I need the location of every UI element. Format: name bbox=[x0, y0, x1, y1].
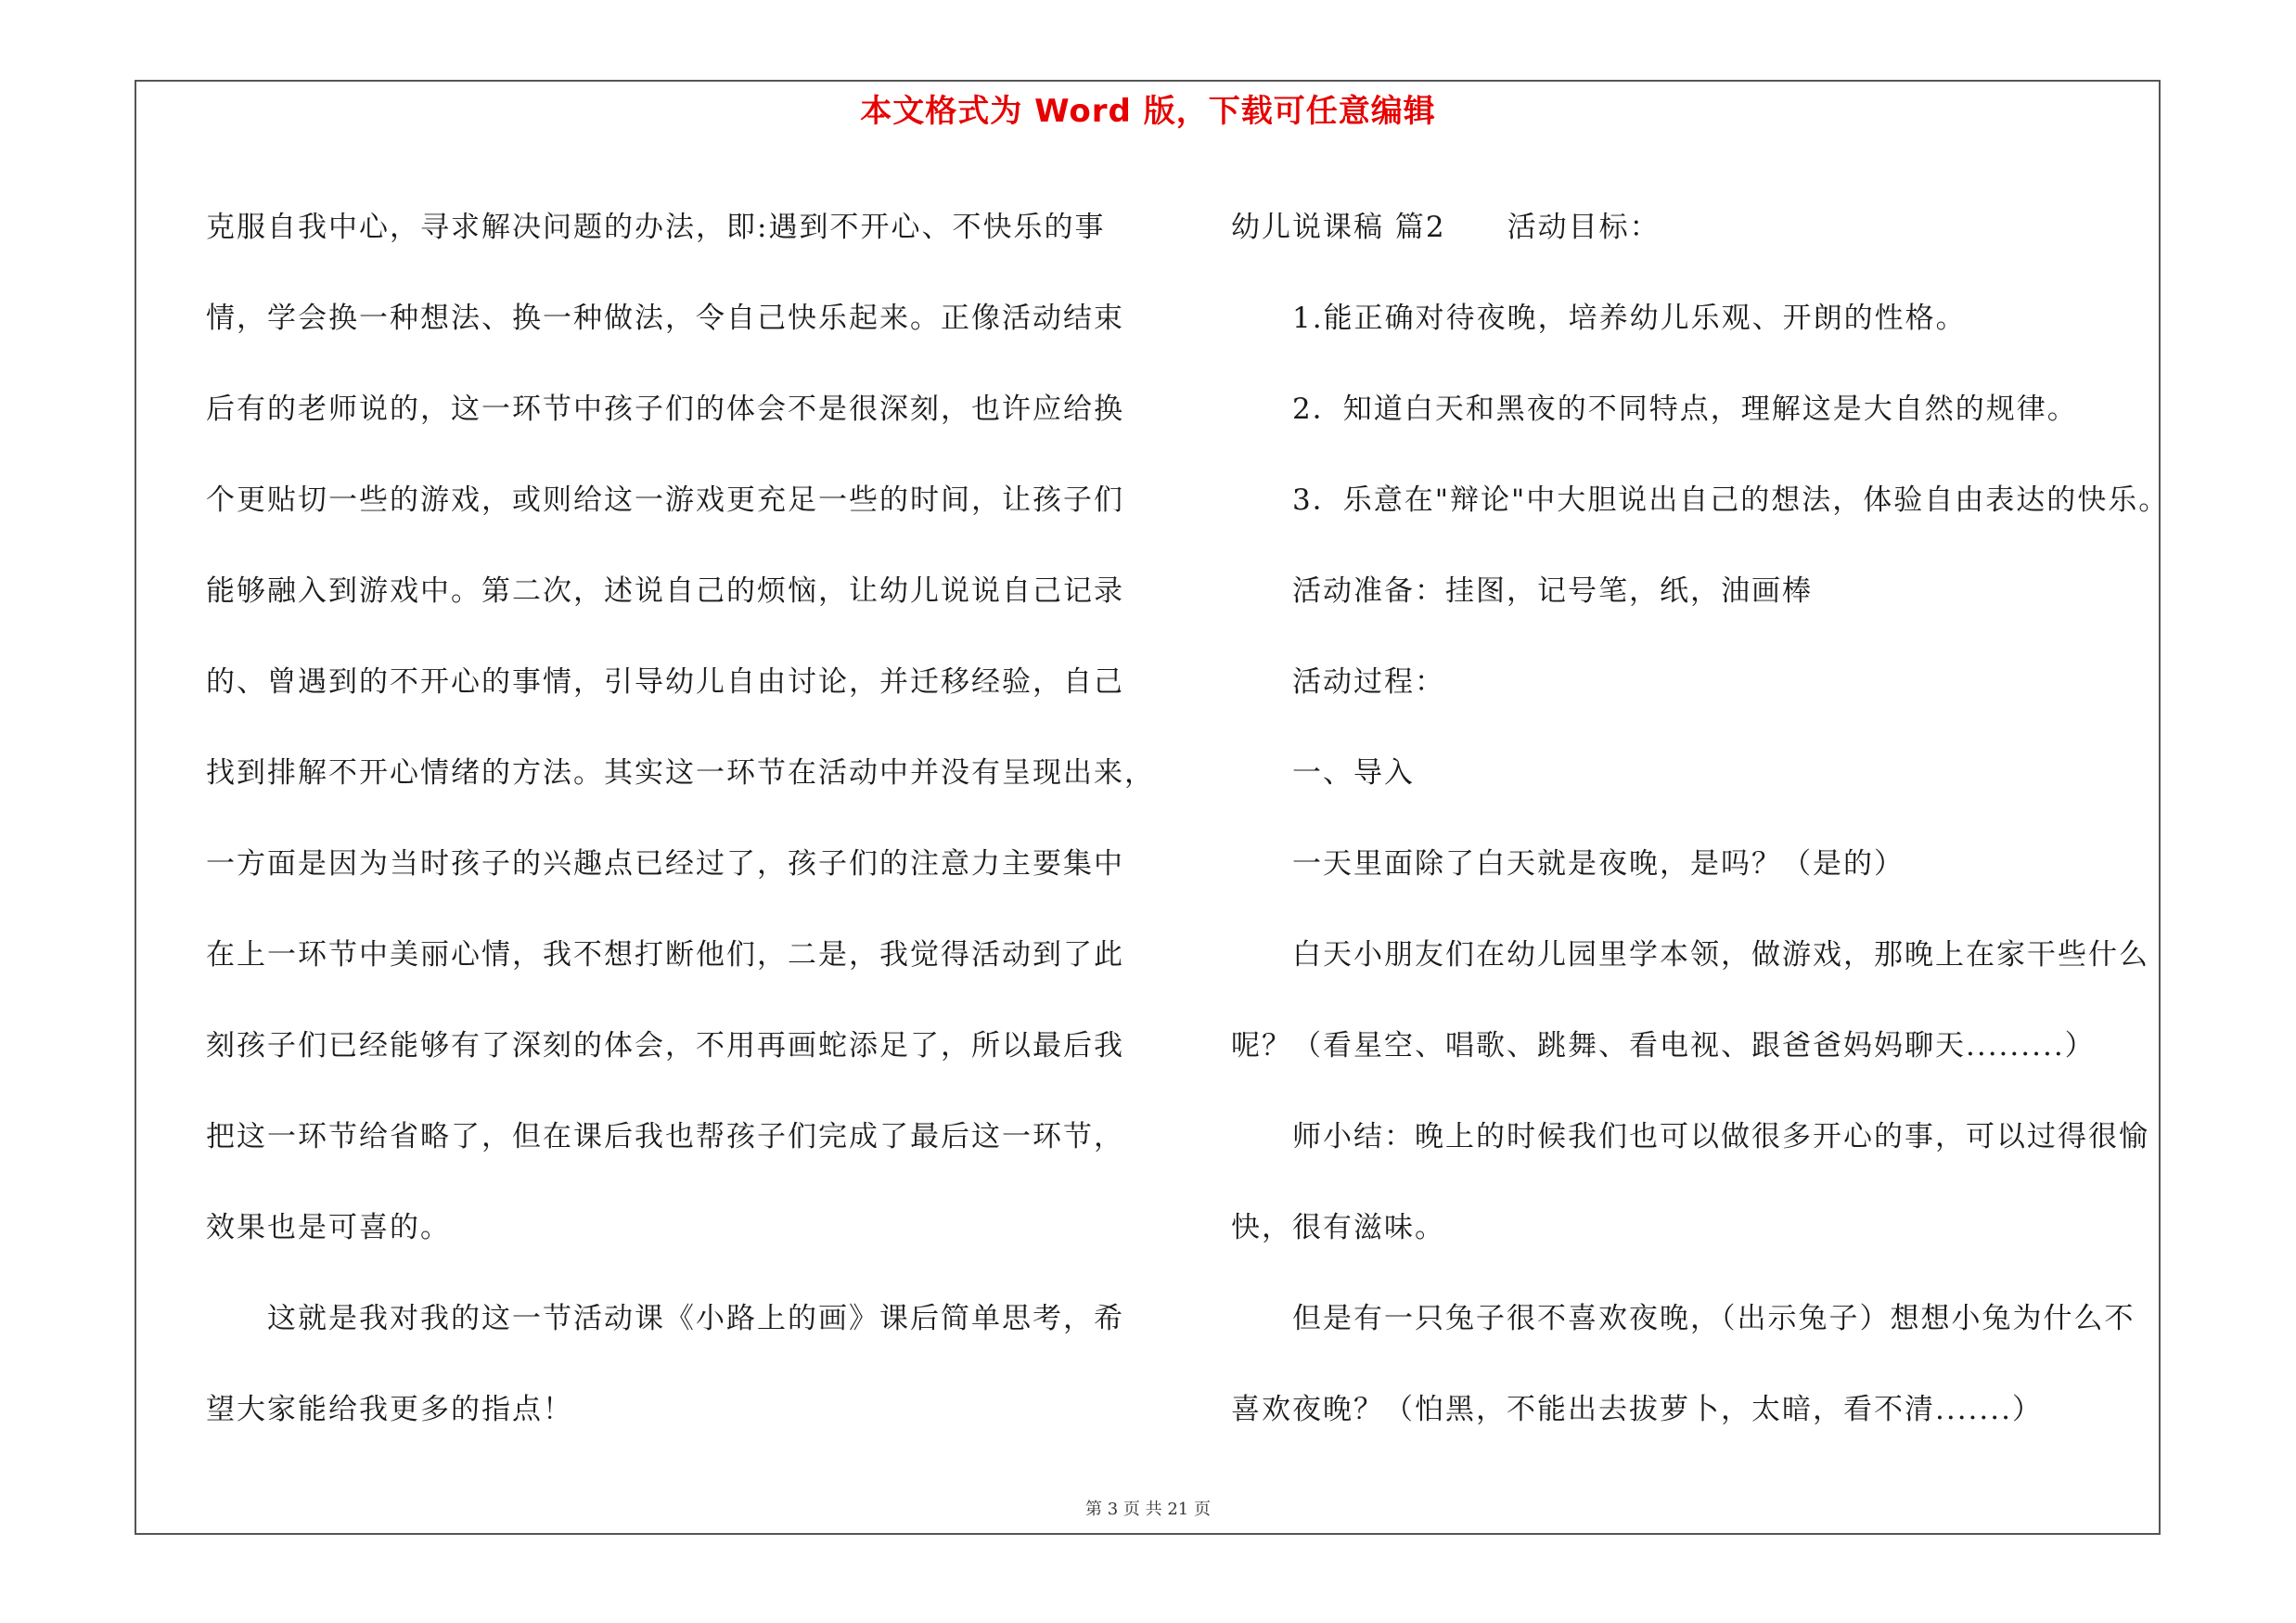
right-text-column bbox=[1231, 182, 2168, 1455]
format-banner: 本文格式为 Word 版，下载可任意编辑 bbox=[860, 93, 1436, 130]
text-line: 一天里面除了白天就是夜晚，是吗？（是的） bbox=[1231, 847, 1905, 881]
text-line: 活动准备：挂图，记号笔，纸，油画棒 bbox=[1231, 574, 1813, 608]
page-number-footer: 第 3 页 共 21 页 bbox=[1085, 1500, 1211, 1519]
text-line: 个更贴切一些的游戏，或则给这一游戏更充足一些的时间，让孩子们 bbox=[206, 483, 1124, 517]
text-line: 效果也是可喜的。 bbox=[206, 1211, 451, 1244]
text-line: 但是有一只兔子很不喜欢夜晚，（出示兔子）想想小兔为什么不 bbox=[1231, 1302, 2136, 1335]
text-line: 刻孩子们已经能够有了深刻的体会，不用再画蛇添足了，所以最后我 bbox=[206, 1029, 1124, 1063]
text-line: 把这一环节给省略了，但在课后我也帮孩子们完成了最后这一环节， bbox=[206, 1120, 1124, 1153]
text-line: 快，很有滋味。 bbox=[1231, 1211, 1445, 1244]
text-line: 在上一环节中美丽心情，我不想打断他们，二是，我觉得活动到了此 bbox=[206, 938, 1124, 972]
text-line: 白天小朋友们在幼儿园里学本领，做游戏，那晚上在家干些什么 bbox=[1231, 938, 2149, 972]
text-line: 一、导入 bbox=[1231, 756, 1415, 790]
text-line: 这就是我对我的这一节活动课《小路上的画》课后简单思考，希 bbox=[206, 1302, 1124, 1335]
text-line: 喜欢夜晚？（怕黑，不能出去拔萝卜，太暗，看不清.......） bbox=[1231, 1393, 2043, 1426]
text-line: 克服自我中心，寻求解决问题的办法，即:遇到不开心、不快乐的事 bbox=[206, 211, 1106, 244]
text-line: 望大家能给我更多的指点！ bbox=[206, 1393, 573, 1426]
text-line: 能够融入到游戏中。第二次，述说自己的烦恼，让幼儿说说自己记录 bbox=[206, 574, 1124, 608]
text-line: 1.能正确对待夜晚，培养幼儿乐观、开朗的性格。 bbox=[1231, 302, 1967, 335]
text-line: 后有的老师说的，这一环节中孩子们的体会不是很深刻，也许应给换 bbox=[206, 393, 1124, 426]
text-line: 师小结：晚上的时候我们也可以做很多开心的事，可以过得很愉 bbox=[1231, 1120, 2149, 1153]
text-line: 一方面是因为当时孩子的兴趣点已经过了，孩子们的注意力主要集中 bbox=[206, 847, 1124, 881]
section-heading-line: 幼儿说课稿 篇2 活动目标： bbox=[1231, 211, 1661, 244]
text-line: 的、曾遇到的不开心的事情，引导幼儿自由讨论，并迁移经验，自己 bbox=[206, 665, 1124, 699]
text-line: 活动过程： bbox=[1231, 665, 1445, 699]
text-line: 2．知道白天和黑夜的不同特点，理解这是大自然的规律。 bbox=[1231, 393, 2078, 426]
text-line: 情，学会换一种想法、换一种做法，令自己快乐起来。正像活动结束 bbox=[206, 302, 1124, 335]
text-line: 找到排解不开心情绪的方法。其实这一环节在活动中并没有呈现出来， bbox=[206, 756, 1155, 790]
text-line: 3．乐意在"辩论"中大胆说出自己的想法，体验自由表达的快乐。 bbox=[1231, 483, 2170, 517]
left-text-column bbox=[206, 182, 1155, 1455]
text-line: 呢？（看星空、唱歌、跳舞、看电视、跟爸爸妈妈聊天.........） bbox=[1231, 1029, 2096, 1063]
